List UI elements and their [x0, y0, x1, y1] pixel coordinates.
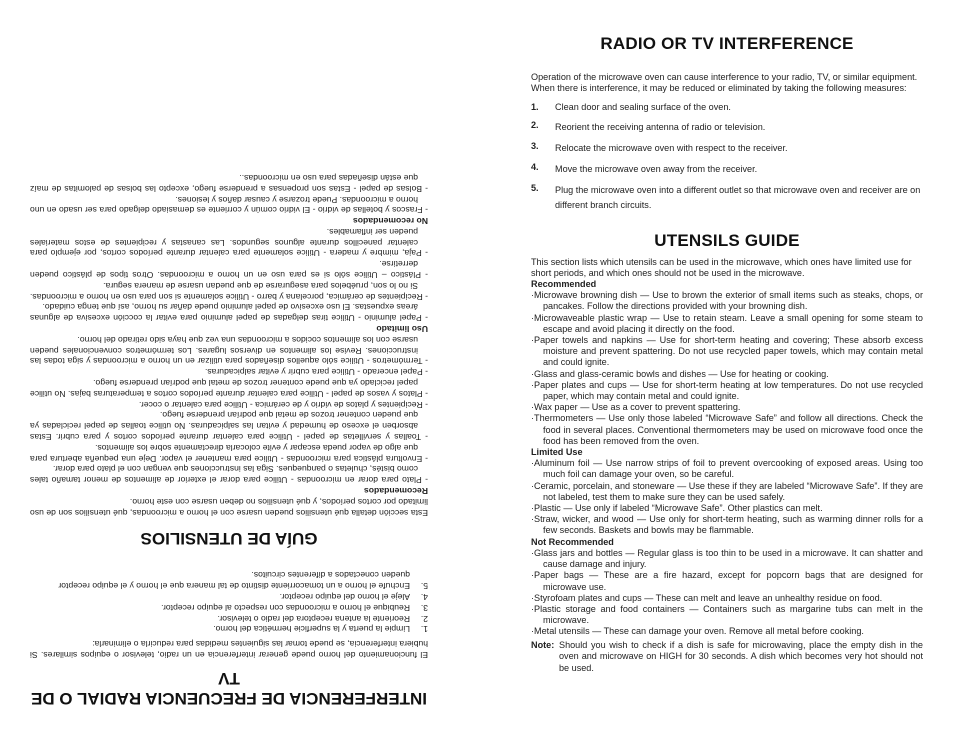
step-text: Aleje el horno del equipo receptor.: [279, 592, 410, 603]
step-text: Plug the microwave oven into a different outlet so that microwave oven and receiver are on different branch circuits.: [555, 184, 921, 210]
list-item: - Platos y vasos de papel - Utilice para calentar durante períodos cortos a temperaturas bajas. No utilice papel reciclado ya que puede contener trozos de metal que podrían prenderse fuego.: [30, 378, 428, 399]
list-item: ·Paper plates and cups — Use for short-term heating at low temperatures. Do not use recycled paper, which may contain metal and could ignite.: [531, 379, 923, 402]
list-item: ·Metal utensils — These can damage your oven. Remove all metal before cooking.: [531, 626, 864, 637]
note-block: [531, 640, 923, 675]
step-number: 2.: [531, 119, 539, 130]
utensils-guide-title: UTENSILS GUIDE: [654, 230, 800, 250]
step-text: Limpie la puerta y la superficie hermética del horno.: [213, 624, 410, 635]
list-item: - Papel encerado - Utilice para cubrir y evitar salpicaduras.: [204, 367, 428, 378]
radio-step-es: [30, 613, 428, 624]
step-number: 3.: [531, 140, 539, 151]
radio-steps-list: [531, 102, 923, 212]
list-item: - Frascos y botellas de vidrio - El vidrio común y corriente es demasiado delgado para ser usado en uno horno a microondas. Puede trozarse y causar daños y lesiones.: [30, 194, 428, 216]
utensils-intro-es: Esta sección detalla qué utensilios pueden usarse con el horno a microondas, qué utensilios son de uso limitado por cortos períodos, y qué utensilios no deben usarse con este horno.: [30, 496, 428, 518]
list-item: ·Wax paper — Use as a cover to prevent spattering.: [531, 402, 741, 413]
radio-steps-list-es: [30, 570, 428, 635]
spanish-column: [30, 172, 428, 708]
step-text: Reubique el horno a microondas con respecto al equipo receptor.: [161, 602, 410, 613]
step-text: Clean door and sealing surface of the oven.: [555, 102, 731, 113]
list-item: - Envoltura plástica para microondas - Utilice para mantener el vapor. Deje una pequeña abertura para que algo de vapor pueda escapar y evite colocarla directamente sobre los alimentos.: [30, 442, 428, 464]
step-text: Enchufe el horno a un tomacorriente distinto de tal manera que el horno y el equipo receptor queden conectados a diferentes circuitos.: [58, 570, 410, 592]
list-item: ·Straw, wicker, and wood — Use only for short-term heating, such as warming dinner rolls for a few seconds. Baskets and bowls may be flammable.: [531, 514, 923, 536]
limited-use-heading: Limited Use: [531, 447, 583, 458]
list-item: ·Glass and glass-ceramic bowls and dishes — Use for heating or cooking.: [531, 368, 829, 379]
not-recommended-heading: Not Recommended: [531, 536, 614, 547]
step-number: 1.: [420, 624, 428, 635]
note-text: Should you wish to check if a dish is safe for microwaving, place the empty dish in the oven and microwave on HIGH for 30 seconds. A dish which becomes very hot should not be used.: [559, 639, 923, 673]
radio-intro: Operation of the microwave oven can cause interference to your radio, TV, or similar equipment. When there is interference, it may be reduced or eliminated by taking the following measures:: [531, 72, 918, 94]
list-item: - Toallas y servilletas de papel - Utilice para calentar durante períodos cortos y para cubrir. Estas absorben el exceso de humedad y evitan las salpicaduras. No utilice toallas de papel recicladas ya que pueden contener trozos de metal que podrían prenderse fuego.: [30, 410, 428, 443]
list-item: - Plástico – Utilice sólo si es para uso en un horno a microondas. Otros tipos de plástico pueden derretirse.: [30, 259, 428, 281]
radio-step: [531, 102, 923, 113]
spanish-column-rotated: [30, 30, 428, 708]
radio-step: [531, 141, 923, 156]
list-item: ·Paper bags — These are a fire hazard, except for popcorn bags that are designed for microwave use.: [531, 570, 923, 592]
list-item: ·Plastic — Use only if labeled “Microwave Safe”. Other plastics can melt.: [531, 503, 823, 514]
radio-step: [531, 183, 923, 213]
limited-use-heading-es: Uso limitado: [376, 324, 428, 335]
step-number: 5.: [420, 581, 428, 592]
radio-step-es: [30, 624, 428, 635]
list-item: ·Microwave browning dish — Use to brown the exterior of small items such as steaks, chops, or pancakes. Follow the directions provided with your browning dish.: [531, 290, 923, 312]
step-text: Reoriente la antena receptora del radio o televisor.: [217, 613, 410, 624]
list-item: ·Glass jars and bottles — Regular glass is too thin to be used in a microwave. It can shatter and cause damage and injury.: [531, 547, 923, 570]
radio-step-es: [30, 602, 428, 613]
step-number: 3.: [420, 602, 428, 613]
english-column: [531, 30, 923, 674]
list-item: - Recipientes y platos de vidrio y de cerámica - Utilice para calentar o cocer.: [139, 399, 428, 410]
list-item: - Bolsas de papel - Estas son propensas a prenderse fuego, excepto las bolsas de palomitas de maíz que están diseñadas para uso en microondas..: [30, 172, 428, 194]
list-item: - Paja, mimbre y madera - Utilice solamente para calentar durante períodos cortos, por ejemplo para calentar panecillos durante algunos segundos. Las canastas y recipientes de estos materiales pueden ser inflamables.: [30, 226, 428, 259]
step-number: 2.: [420, 613, 428, 624]
step-text: Relocate the microwave oven with respect to the receiver.: [555, 142, 788, 153]
radio-intro-es: El funcionamiento del horno puede generar interferencia en un radio, televisor o equipos similares. Si hubiera interferencia, se puede tomar las siguientes medidas para reducirla o eliminarla:: [30, 639, 428, 660]
list-item: ·Thermometers — Use only those labeled “Microwave Safe” and follow all directions. Check the food in several places. Conventional thermometers may be used on microwave food once the food has been removed from the oven.: [531, 413, 923, 446]
radio-tv-interference-title-es: INTERFERENCIA DE FRECUENCIA RADIAL O DE TV: [30, 669, 428, 708]
step-text: Reorient the receiving antenna of radio or television.: [555, 121, 766, 132]
list-item: ·Aluminum foil — Use narrow strips of foil to prevent overcooking of exposed areas. Using too much foil can damage your oven, so be careful.: [531, 458, 923, 480]
radio-tv-interference-title: RADIO OR TV INTERFERENCE: [600, 34, 854, 53]
radio-step-es: [30, 570, 428, 592]
list-item: - Termómetros - Utilice sólo aquellos diseñados para utilizar en un horno a microondas y siga todas las instrucciones. Revise los alimentos en diversos lugares. Los termómetros convencionales pueden usarse con los alimentos cocidos a microondas una vez que haya sido retirado del horno.: [30, 334, 428, 367]
list-item: ·Styrofoam plates and cups — These can melt and leave an unhealthy residue on food.: [531, 592, 883, 603]
list-item: - Plato para dorar en microondas - Utilice para dorar el exterior de alimentos de menor tamaño tales como bistés, chuletas o panqueques. Siga las instrucciones que vengan con el plato para dorar.: [30, 464, 428, 486]
recommended-heading-es: Recomendados: [364, 486, 428, 497]
step-number: 1.: [531, 102, 539, 113]
radio-step: [531, 162, 923, 177]
list-item: ·Plastic storage and food containers — Containers such as margarine tubs can melt in the microwave.: [531, 603, 923, 626]
not-recommended-heading-es: No recomendados: [353, 216, 428, 227]
list-item: - Recipientes de cerámica, porcelana y barro - Utilice solamente si son para uso en horno a microondas. Si no lo son, pruébelos para asegurarse de que puedan usarse de manera segura.: [30, 280, 428, 302]
utensils-intro: This section lists which utensils can be used in the microwave, which ones have limited use for short periods, and which ones should not be used in the microwave.: [531, 256, 912, 278]
utensils-guide-title-es: GUÍA DE UTENSILIOS: [140, 528, 318, 548]
radio-step: [531, 120, 923, 135]
list-item: ·Microwaveable plastic wrap — Use to retain steam. Leave a small opening for some steam to escape and avoid placing it directly on the food.: [531, 312, 923, 334]
step-number: 5.: [531, 182, 539, 193]
note-label: Note:: [531, 639, 555, 650]
step-number: 4.: [531, 161, 539, 172]
recommended-heading: Recommended: [531, 279, 597, 290]
list-item: ·Ceramic, porcelain, and stoneware — Use these if they are labeled “Microwave Safe”. If they are not labeled, test them to make sure they can be used safely.: [531, 480, 923, 502]
radio-step-es: [30, 591, 428, 602]
list-item: - Papel aluminio - Utilice tiras delgadas de papel aluminio para evitar la cocción excesiva de algunas áreas expuestas. El uso excesivo de papel aluminio puede dañar su horno, así que tenga cuidado.: [30, 302, 428, 324]
list-item: ·Paper towels and napkins — Use for short-term heating and covering; These absorb excess moisture and prevent spattering. Do not use recycled paper towels, which may contain metal and could ignite.: [531, 335, 923, 368]
step-text: Move the microwave oven away from the receiver.: [555, 163, 758, 174]
step-number: 4.: [420, 592, 428, 603]
